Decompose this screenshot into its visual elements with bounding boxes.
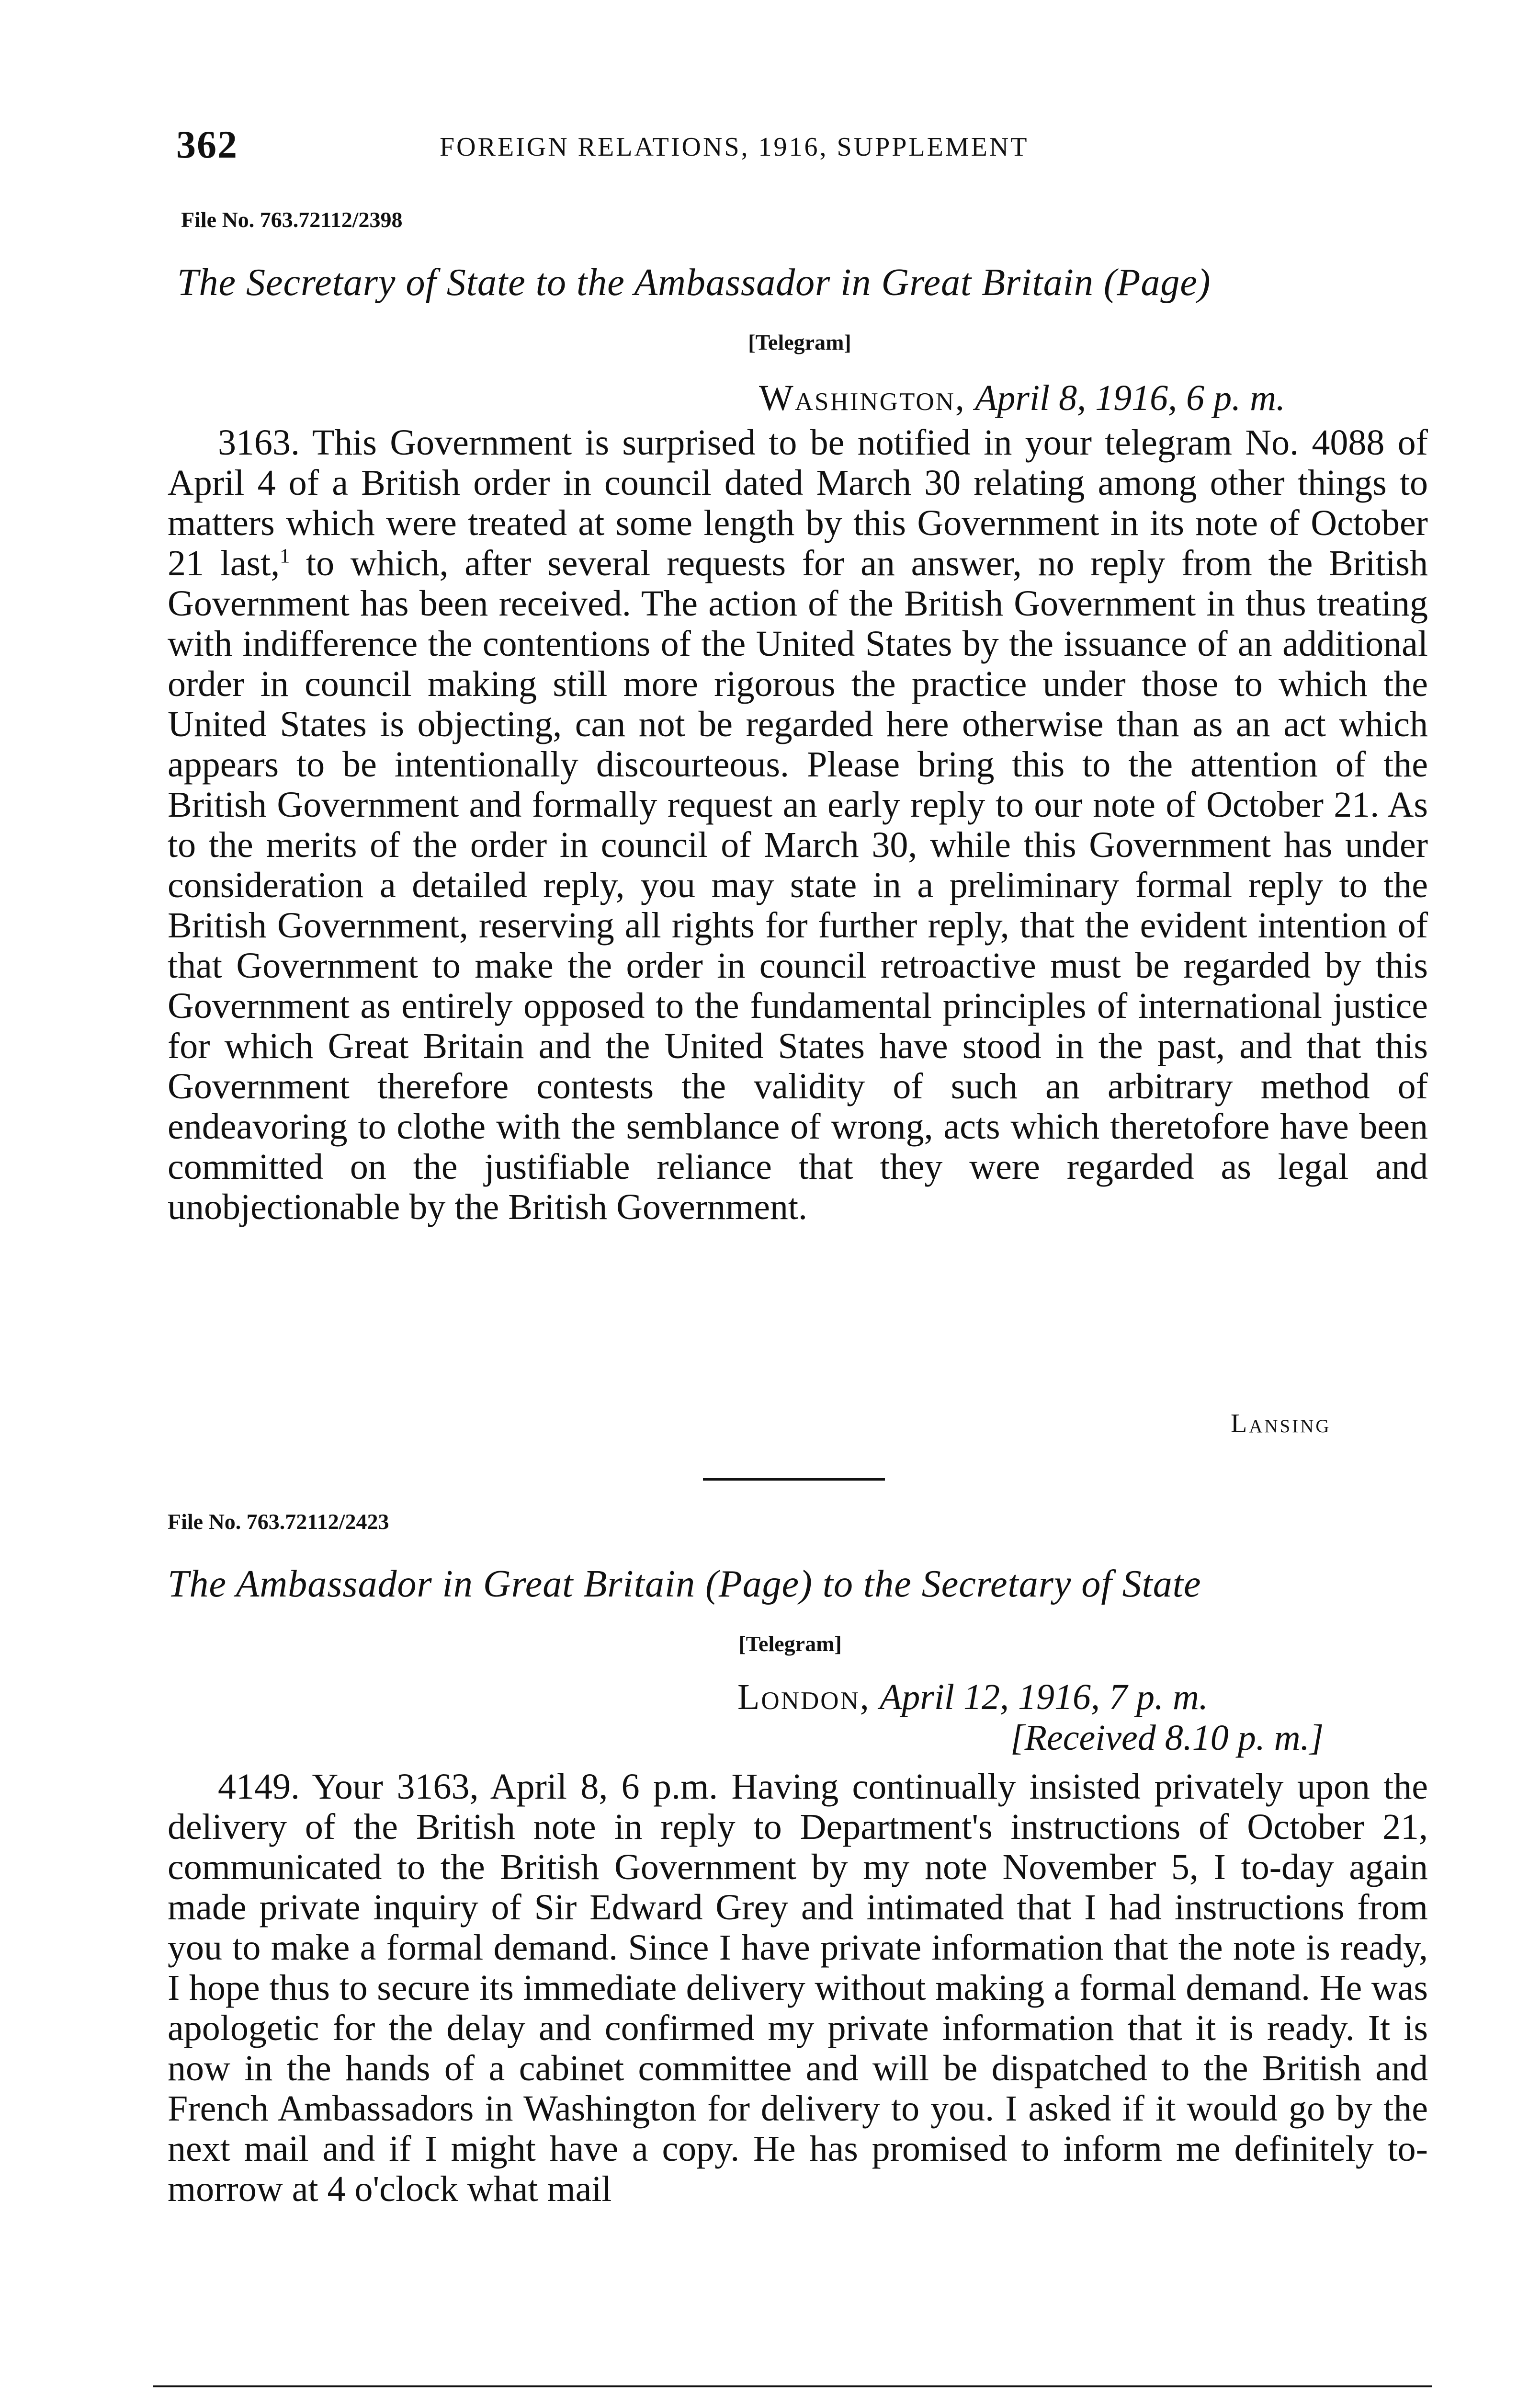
telegram-label-1: [Telegram]: [748, 330, 851, 354]
telegram-body-2: 4149. Your 3163, April 8, 6 p.m. Having continually insisted privately upon the delivery of the British note in reply to Department's instructions of October 21, communicated to the British Government by my note November 5, I to-day again made private inquiry of Sir Edward Grey and intimated that I had instructions from you to make a formal demand. Since I have private information that the note is ready, I hope thus to secure its immediate delivery without making a formal demand. He was apologetic for the delay and confirmed my private information that it is ready. It is now in the hands of a cabinet committee and will be dispatched to the British and French Ambassadors in Washington for delivery to you. I asked if it would go by the next mail and if I might have a copy. He has promised to inform me definitely to-morrow at 4 o'clock what mail: [168, 1767, 1428, 2209]
dateline-place-2: London,: [737, 1677, 871, 1717]
section-divider: [703, 1478, 885, 1481]
signature-lansing: Lansing: [1231, 1409, 1331, 1438]
document-title-2: The Ambassador in Great Britain (Page) to the Secretary of State: [168, 1563, 1201, 1605]
telegram-body-1: [168, 422, 1428, 1227]
footnote-rule: [153, 2385, 1432, 2387]
dateline-2: [737, 1676, 1208, 1718]
footnote-reference: 1: [280, 545, 290, 568]
document-title-1: The Secretary of State to the Ambassador in Great Britain (Page): [177, 262, 1211, 304]
page-header: [176, 122, 1421, 175]
telegram-label-2: [Telegram]: [738, 1631, 842, 1656]
dateline-date-2: April 12, 1916, 7 p. m.: [879, 1677, 1208, 1717]
received-time: [Received 8.10 p. m.]: [1010, 1718, 1324, 1758]
running-title: FOREIGN RELATIONS, 1916, SUPPLEMENT: [440, 132, 1029, 162]
dateline-1: [759, 377, 1285, 419]
page-number: 362: [176, 123, 238, 166]
body-text-part-2: to which, after several requests for an answer, no reply from the British Government has been received. The action of the British Government in thus treating with indifference the contentions of the United States by the issuance of an additional order in council making still more rigorous the practice under those to which the United States is objecting, can not be regarded here otherwise than as an act which appears to be intentionally discourteous. Please bring this to the attention of the British Government and formally request an early reply to our note of October 21. As to the merits of the order in council of March 30, while this Government has under consideration a detailed reply, you may state in a preliminary formal reply to the British Government, reserving all rights for further reply, that the evident intention of that Government to make the order in council retroactive must be regarded by this Government as entirely opposed to the fundamental principles of international justice for which Great Britain and the United States have stood in the past, and that this Government therefore contests the validity of such an arbitrary method of endeavoring to clothe with the semblance of wrong, acts which theretofore have been committed on the justifiable reliance that they were regarded as legal and unobjectionable by the British Government.: [168, 543, 1428, 1227]
body-text-part-1: 3163. This Government is surprised to be notified in your telegram No. 4088 of April 4 of a British order in council dated March 30 relating among other things to matters which were treated at some length by this Government in its note of October 21 last,: [168, 422, 1428, 583]
dateline-date-1: April 8, 1916, 6 p. m.: [974, 378, 1286, 418]
file-number-2: File No. 763.72112/2423: [168, 1509, 389, 1534]
file-number-1: File No. 763.72112/2398: [181, 207, 403, 232]
dateline-place-1: Washington,: [759, 378, 966, 418]
